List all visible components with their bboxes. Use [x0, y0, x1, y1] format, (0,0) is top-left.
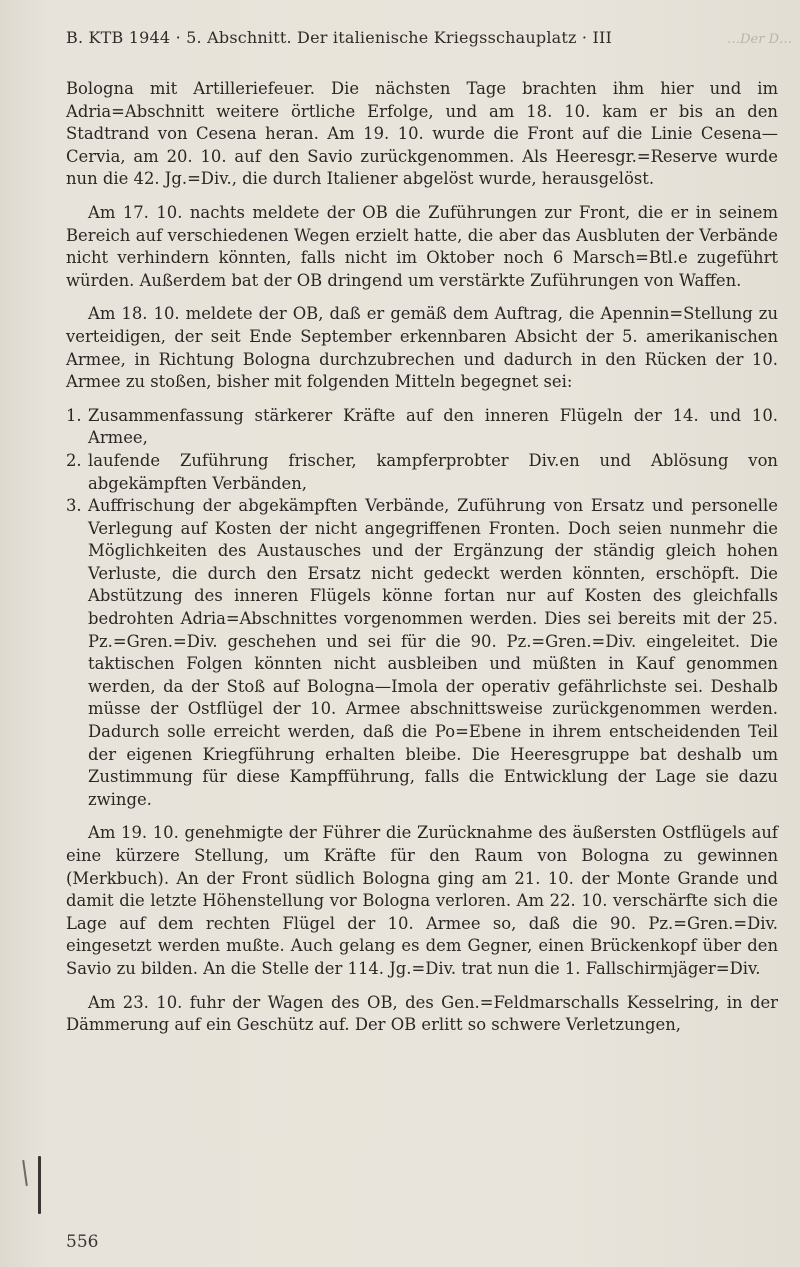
paragraph: Am 19. 10. genehmigte der Führer die Zurücknahme des äußersten Ostflügels auf eine kürzere Stellung, um Kräfte für den Raum von Bologna zu gewinnen (Merkbuch). An der Front südlich Bologna ging am 21. 10. der Monte Grande und damit die letzte Höhenstellung vor Bologna verloren. Am 22. 10. verschärfte sich die Lage auf dem rechten Flügel der 10. Armee so, daß die 90. Pz.=Gren.=Div. eingesetzt werden mußte. Auch gelang es dem Gegner, einen Brückenkopf über den Savio zu bilden. An die Stelle der 114. Jg.=Div. trat nun die 1. Fallschirmjäger=Div.	[66, 823, 778, 978]
list-item-text: laufende Zuführung frischer, kampferprobter Div.en und Ablösung von abgekämpften Verbänden,	[88, 450, 778, 493]
paragraph: Am 17. 10. nachts meldete der OB die Zuführungen zur Front, die er in seinem Bereich auf verschiedenen Wegen erzielt hatte, die aber das Ausbluten der Verbände nicht verhindern könnten, falls nicht im Oktober noch 6 Marsch=Btl.e zugeführt würden. Außerdem bat der OB dringend um verstärkte Zuführungen von Waffen.	[66, 202, 778, 290]
list-item	[66, 495, 778, 811]
page-number: 556	[66, 1232, 99, 1252]
paragraph-continuation: Bologna mit Artilleriefeuer. Die nächsten Tage brachten ihm hier und im Adria=Abschnitt weitere örtliche Erfolge, und am 18. 10. kam er bis an den Stadtrand von Cesena heran. Am 19. 10. wurde die Front auf die Linie Cesena—Cervia, am 20. 10. auf den Savio zurückgenommen. Als Heeresgr.=Reserve wurde nun die 42. Jg.=Div., die durch Italiener abgelöst wurde, herausgelöst.	[66, 79, 778, 189]
paragraph: Am 18. 10. meldete der OB, daß er gemäß dem Auftrag, die Apennin=Stellung zu verteidigen, der seit Ende September erkennbaren Absicht der 5. amerikanischen Armee, in Richtung Bologna durchzubrechen und dadurch in den Rücken der 10. Armee zu stoßen, bisher mit folgenden Mitteln begegnet sei:	[66, 304, 778, 392]
list-item-number: 2.	[66, 450, 82, 470]
body-text	[66, 78, 778, 1048]
list-item-number: 3.	[66, 496, 82, 516]
list-item-text: Auffrischung der abgekämpften Verbände, Zuführung von Ersatz und personelle Verlegung auf Kosten der nicht angegriffenen Fronten. Doch seien nunmehr die Möglichkeiten des Austausches und der Ergänzung der ständig gleich hohen Verluste, die durch den Ersatz nicht gedeckt werden könnten, erschöpft. Die Abstützung des inneren Flügels könne fortan nur auf Kosten des gleichfalls bedrohten Adria=Abschnittes vorgenommen werden. Dies sei bereits mit der 25. Pz.=Gren.=Div. geschehen und sei für die 90. Pz.=Gren.=Div. eingeleitet. Die taktischen Folgen könnten nicht ausbleiben und müßten in Kauf genommen werden, da der Stoß auf Bologna—Imola der operativ gefährlichste sei. Deshalb müsse der Ostflügel der 10. Armee abschnittsweise zurückgenommen werden. Dadurch solle erreicht werden, daß die Po=Ebene in ihrem entscheidenden Teil der eigenen Kriegführung erhalten bleibe. Die Heeresgruppe bat deshalb um Zustimmung für diese Kampfführung, falls die Entwicklung der Lage sie dazu zwinge.	[88, 496, 778, 809]
show-through-text: …Der D…	[727, 32, 792, 47]
list-item	[66, 450, 778, 495]
numbered-list	[66, 405, 778, 812]
paragraph: Am 23. 10. fuhr der Wagen des OB, des Gen.=Feldmarschalls Kesselring, in der Dämmerung auf ein Geschütz auf. Der OB erlitt so schwere Verletzungen,	[66, 992, 778, 1035]
running-head: B. KTB 1944 · 5. Abschnitt. Der italienische Kriegsschauplatz · III	[66, 28, 613, 47]
list-item	[66, 405, 778, 450]
margin-pencil-mark	[22, 1160, 28, 1186]
list-item-number: 1.	[66, 405, 82, 425]
list-item-text: Zusammenfassung stärkerer Kräfte auf den inneren Flügeln der 14. und 10. Armee,	[88, 405, 778, 448]
margin-bar-mark	[38, 1156, 41, 1214]
